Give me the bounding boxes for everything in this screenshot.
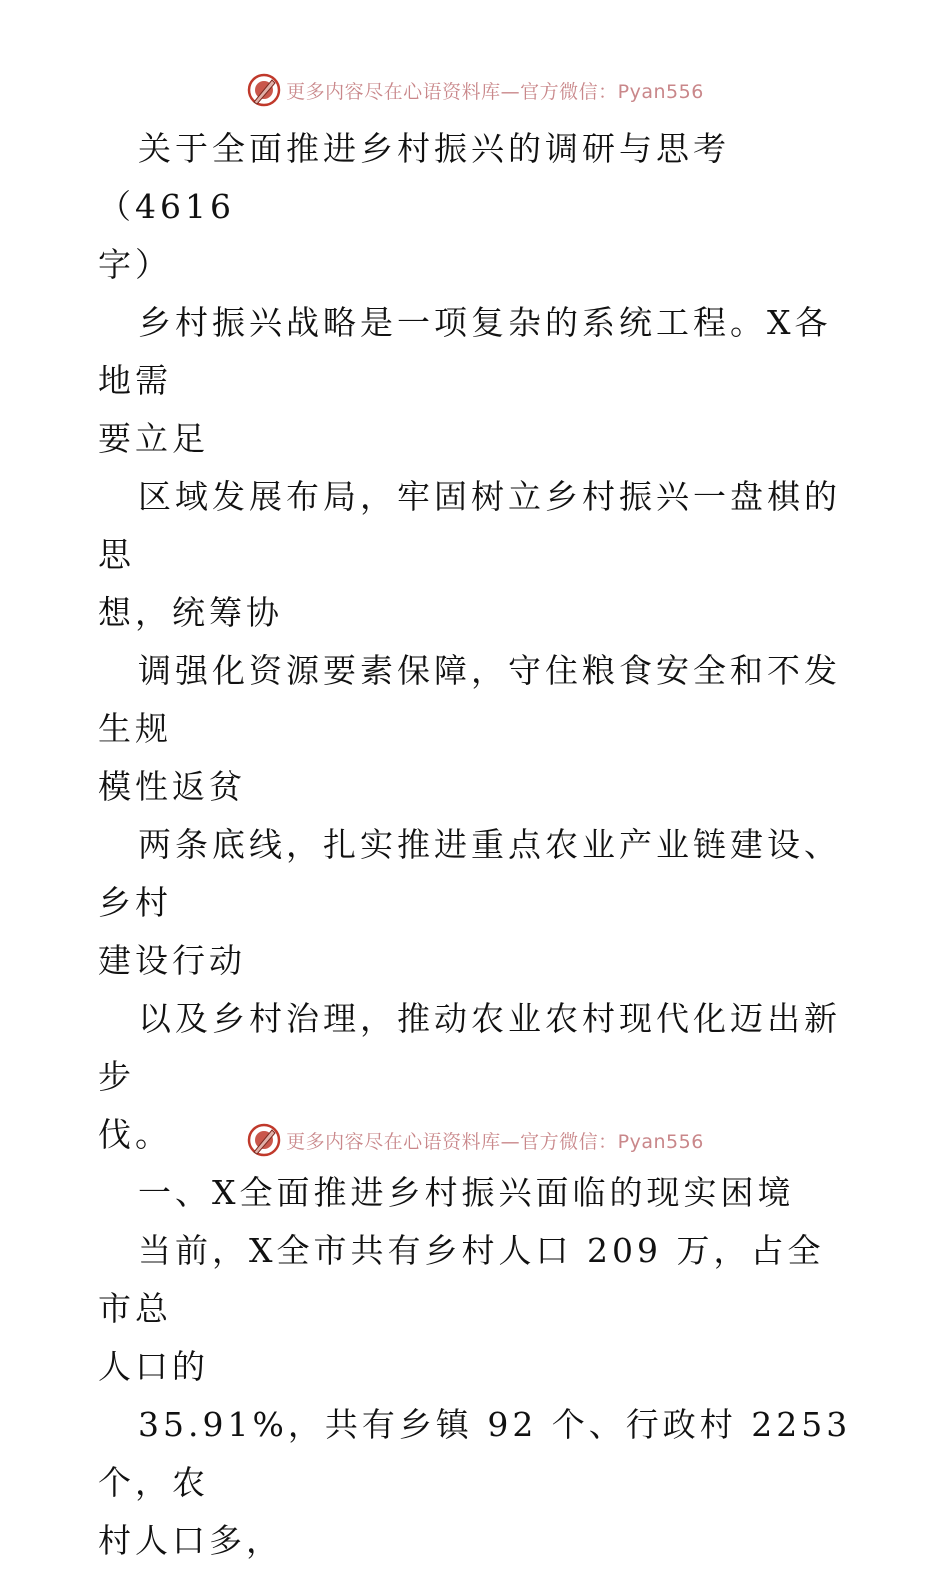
paragraph-line: 伐。	[98, 1115, 172, 1154]
quill-logo-icon	[246, 1122, 282, 1158]
paragraph-line: 建设行动	[98, 941, 246, 980]
paragraph-line: 想，统筹协	[98, 593, 283, 632]
title-line-1: 关于全面推进乡村振兴的调研与思考（4616	[98, 129, 730, 226]
footer-watermark	[0, 1120, 950, 1160]
quill-logo-icon	[246, 72, 282, 108]
paragraph-line: 当前，X全市共有乡村人口 209 万，占全市总	[98, 1231, 825, 1328]
paragraph-line: 两条底线，扎实推进重点农业产业链建设、乡村	[98, 825, 841, 922]
paragraph-line: 模性返贫	[98, 767, 246, 806]
paragraph-line: 35.91%，共有乡镇 92 个、行政村 2253 个，农	[98, 1405, 852, 1502]
paragraph-line: 人口的	[98, 1347, 209, 1386]
footer-watermark-text: 更多内容尽在心语资料库—官方微信：Pyan556	[286, 1130, 704, 1153]
paragraph-line: 以及乡村治理，推动农业农村现代化迈出新步	[98, 999, 841, 1096]
paragraph-line: 村人口多，	[98, 1521, 283, 1560]
paragraph-line: 调强化资源要素保障，守住粮食安全和不发生规	[98, 651, 841, 748]
paragraph-line: 乡村振兴战略是一项复杂的系统工程。X各地需	[98, 303, 832, 400]
header-watermark-text: 更多内容尽在心语资料库—官方微信：Pyan556	[286, 80, 704, 103]
title-line-2: 字）	[98, 245, 172, 284]
header-watermark	[0, 70, 950, 110]
paragraph-line: 区域发展布局，牢固树立乡村振兴一盘棋的思	[98, 477, 841, 574]
section-heading: 一、X全面推进乡村振兴面临的现实困境	[138, 1173, 795, 1212]
paragraph-line: 要立足	[98, 419, 209, 458]
document-body	[98, 120, 858, 1570]
